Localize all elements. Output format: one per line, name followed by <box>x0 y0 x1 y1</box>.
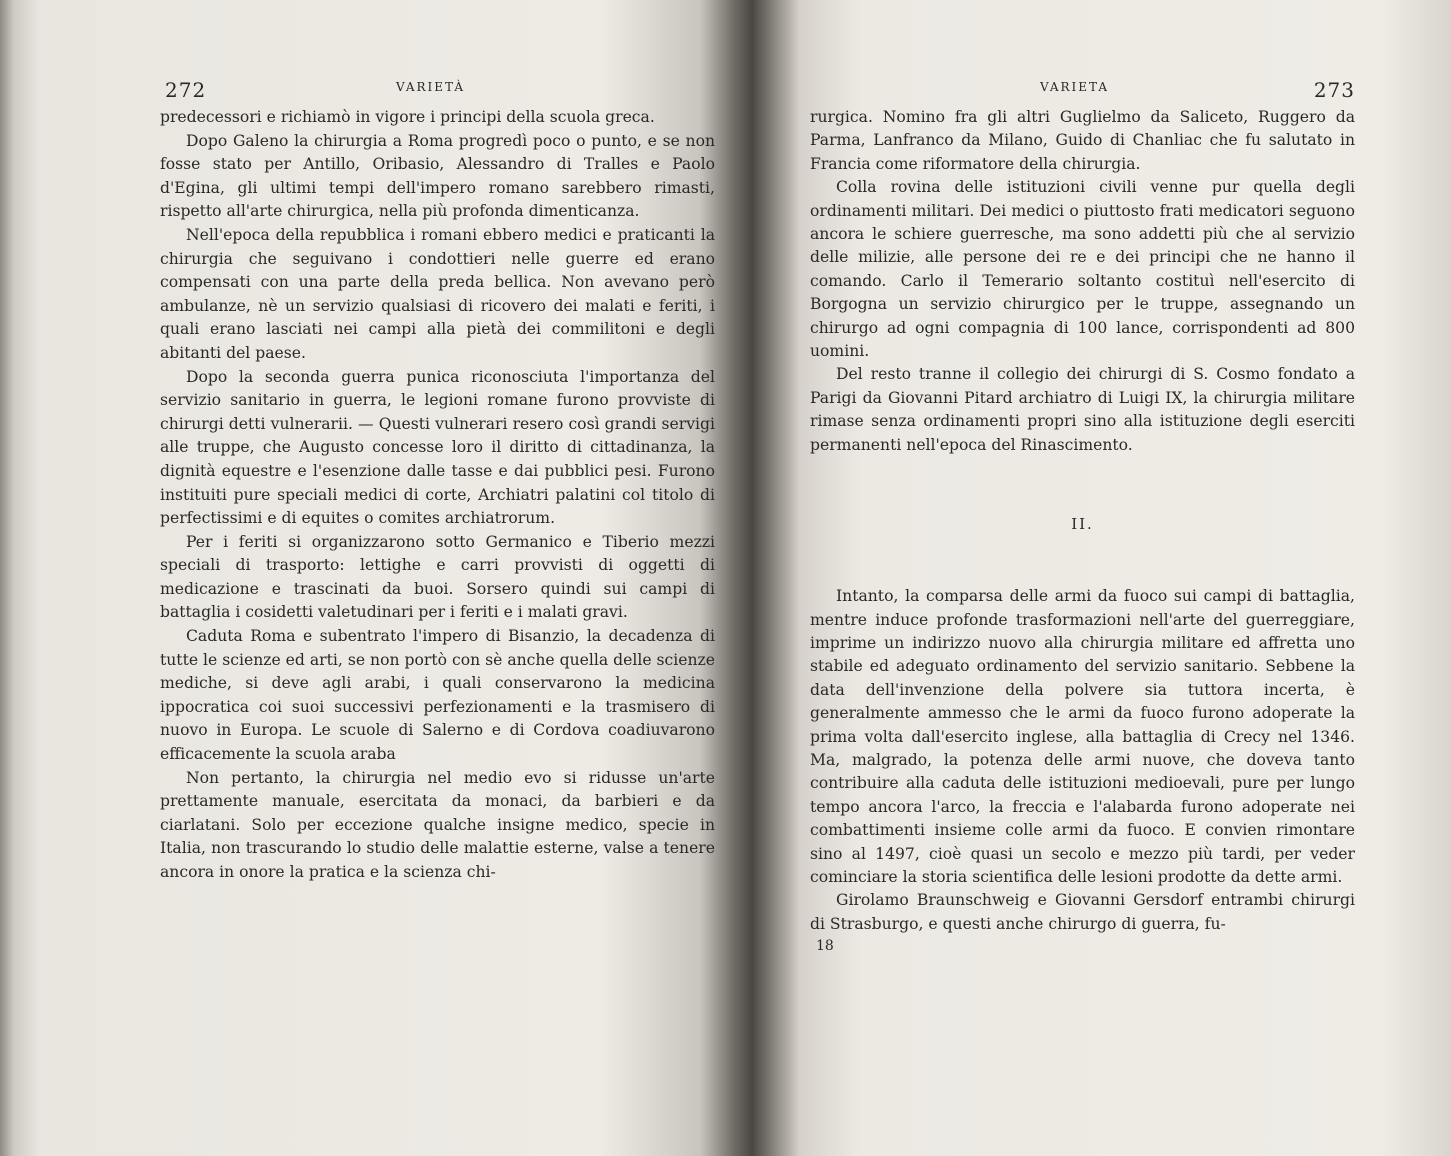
paragraph: Dopo la seconda guerra punica riconosciuta l'importanza del servizio sanitario in guerra, le legioni romane furono provviste di chirurgi detti vulnerarii. — Questi vulnerari resero così grandi servigi alle truppe, che Augusto concesse loro il diritto di cittadinanza, la dignità equestre e l'esenzione dalle tasse e dai pubblici pesi. Furono instituiti pure speciali medici di corte, Archiatri palatini col titolo di perfectissimi e di equites o comites archiatrorum. <box>160 367 715 528</box>
right-page-header <box>810 70 1355 106</box>
paragraph: Caduta Roma e subentrato l'impero di Bisanzio, la decadenza di tutte le scienze ed arti, se non portò con sè anche quella delle scienze mediche, si deve agli arabi, i quali conservarono la medicina ippocratica coi suoi successivi perfezionamenti e la trasmisero di nuovo in Europa. Le scuole di Salerno e di Cordova coadiuvarono efficacemente la scuola araba <box>160 627 715 764</box>
left-page-number: 272 <box>165 78 207 102</box>
left-page-body <box>160 106 715 885</box>
paragraph: Girolamo Braunschweig e Giovanni Gersdorf entrambi chirurgi di Strasburgo, e questi anche chirurgo di guerra, fu- <box>810 891 1355 933</box>
paragraph: Del resto tranne il collegio dei chirurgi di S. Cosmo fondato a Parigi da Giovanni Pitard archiatro di Luigi IX, la chirurgia militare rimase senza ordinamenti propri sino alla istituzione degli eserciti permanenti nell'epoca del Rinascimento. <box>810 365 1355 454</box>
right-page-body <box>810 106 1355 954</box>
paragraph: Intanto, la comparsa delle armi da fuoco sui campi di battaglia, mentre induce profonde trasformazioni nell'arte del guerreggiare, imprime un indirizzo nuovo alla chirurgia militare ed affretta uno stabile ed adeguato ordinamento del servizio sanitario. Sebbene la data dell'invenzione della polvere sia tuttora incerta, è generalmente ammesso che le armi da fuoco furono adoperate la prima volta dall'esercito inglese, alla battaglia di Crecy nel 1346. Ma, malgrado, la potenza delle armi nuove, che doveva tanto contribuire alla caduta delle istituzioni medioevali, pure per lungo tempo ancora l'arco, la freccia e l'alabarda furono adoperate nei combattimenti insieme colle armi da fuoco. E convien rimontare sino al 1497, cioè quasi un secolo e mezzo più tardi, per veder cominciare la storia scientifica delle lesioni prodotte da dette armi. <box>810 587 1355 886</box>
paragraph: predecessori e richiamò in vigore i principi della scuola greca. <box>160 108 655 126</box>
paragraph: Per i feriti si organizzarono sotto Germanico e Tiberio mezzi speciali di trasporto: lettighe e carri provvisti di oggetti di medicazione e trascinati da buoi. Sorsero quindi sui campi di battaglia i cosidetti valetudinari per i feriti e i malati gravi. <box>160 532 715 622</box>
left-page <box>160 70 715 1150</box>
right-page-number: 273 <box>1313 78 1355 102</box>
paragraph: rurgica. Nomino fra gli altri Guglielmo da Saliceto, Ruggero da Parma, Lanfranco da Milano, Guido di Chanliac che fu salutato in Francia come riformatore della chirurgia. <box>810 108 1355 173</box>
right-running-head: VARIETA <box>1040 80 1110 94</box>
paragraph: Nell'epoca della repubblica i romani ebbero medici e praticanti la chirurgia che seguivano i condottieri nelle guerre ed erano compensati con una parte della preda bellica. Non avevano però ambulanze, nè un servizio qualsiasi di ricovero dei malati e feriti, i quali erano lasciati nei campi alla pietà dei commilitoni e degli abitanti del paese. <box>160 225 715 362</box>
left-running-head: VARIETÀ <box>396 80 466 94</box>
paragraph: Dopo Galeno la chirurgia a Roma progredì poco o punto, e se non fosse stato per Antillo, Oribasio, Alessandro di Tralles e Paolo d'Egina, gli ultimi tempi dell'impero romano sarebbero rimasti, rispetto all'arte chirurgica, nella più profonda dimenticanza. <box>160 131 715 221</box>
section-heading: II. <box>1071 515 1094 534</box>
signature-mark: 18 <box>816 938 834 955</box>
left-page-header <box>160 70 715 106</box>
right-page <box>810 70 1355 1150</box>
paragraph: Colla rovina delle istituzioni civili venne pur quella degli ordinamenti militari. Dei medici o piuttosto frati medicatori seguono ancora le schiere guerresche, ma sono addetti più che al servizio delle milizie, alle persone dei re e dei principi che ne hanno il comando. Carlo il Temerario soltanto costituì nell'esercito di Borgogna un servizio chirurgico per le truppe, assegnando un chirurgo ad ogni compagnia di 100 lance, corrispondenti ad 800 uomini. <box>810 178 1355 361</box>
paragraph: Non pertanto, la chirurgia nel medio evo si ridusse un'arte prettamente manuale, esercitata da monaci, da barbieri e da ciarlatani. Solo per eccezione qualche insigne medico, specie in Italia, non trascurando lo studio delle malattie esterne, valse a tenere ancora in onore la pratica e la scienza chi- <box>160 768 715 881</box>
